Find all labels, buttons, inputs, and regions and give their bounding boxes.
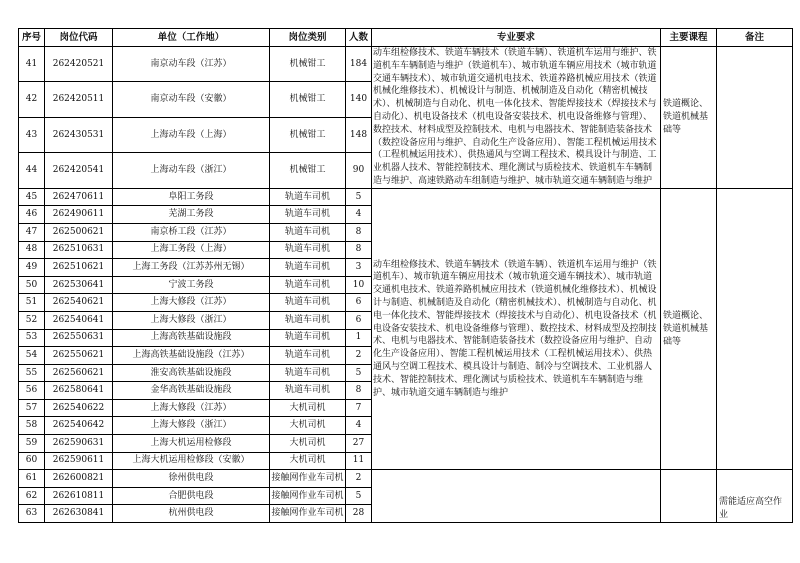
cell-code: 262510621: [45, 259, 113, 277]
cell-no: 50: [19, 276, 45, 294]
cell-count: 10: [346, 276, 372, 294]
cell-type: 大机司机: [270, 399, 346, 417]
cell-type: 轨道车司机: [270, 241, 346, 259]
cell-type: 接触网作业车司机: [270, 487, 346, 505]
cell-no: 57: [19, 399, 45, 417]
table-row: [19, 188, 793, 206]
cell-unit: 南京桥工段（江苏）: [113, 223, 270, 241]
cell-no: 60: [19, 452, 45, 470]
cell-no: 52: [19, 311, 45, 329]
cell-type: 大机司机: [270, 435, 346, 453]
recruitment-table: [18, 28, 793, 523]
cell-type: 大机司机: [270, 417, 346, 435]
cell-unit: 南京动车段（安徽）: [113, 82, 270, 117]
requirements-group-b: 动车组检修技术、铁道车辆技术（铁道车辆）、铁道机车运用与维护（铁道机车）、城市轨道车辆应用技术（城市轨道交通车辆技术）、城市轨道交通机电技术、铁道养路机械应用技术（铁道机械化维修技术）、机械设计与制造、机械制造及自动化（精密机械技术）、机械制造与自动化、机电一体化技术、智能焊接技术（焊接技术与自动化）、机电设备技术（机电设备安装技术、机电设备维修与管理）、数控技术、材料成型及控制技术、电机与电器技术、智能制造装备技术（数控设备应用与维护、自动化生产设备应用）、智能工程机械运用技术（工程机械运用技术）、供热通风与空调工程技术、模具设计与制造、制冷与空调技术、工业机器人技术、智能控制技术、理化测试与质检技术、铁道机车车辆制造与维护、城市轨道交通车辆制造与维护: [372, 188, 661, 470]
cell-no: 61: [19, 470, 45, 488]
cell-unit: 上海动车段（上海）: [113, 117, 270, 152]
header-row: [19, 29, 793, 47]
cell-type: 机械钳工: [270, 153, 346, 188]
cell-unit: 杭州供电段: [113, 505, 270, 523]
cell-code: 262550631: [45, 329, 113, 347]
cell-code: 262420511: [45, 82, 113, 117]
courses-group-b: 铁道概论、铁道机械基础等: [661, 188, 717, 470]
cell-unit: 上海大修段（浙江）: [113, 417, 270, 435]
cell-count: 4: [346, 206, 372, 224]
cell-count: 8: [346, 223, 372, 241]
header-code: 岗位代码: [45, 29, 113, 47]
cell-type: 接触网作业车司机: [270, 470, 346, 488]
cell-count: 5: [346, 188, 372, 206]
cell-count: 4: [346, 417, 372, 435]
cell-no: 43: [19, 117, 45, 152]
cell-count: 148: [346, 117, 372, 152]
cell-no: 56: [19, 382, 45, 400]
cell-no: 59: [19, 435, 45, 453]
cell-unit: 上海高铁基础设施段（江苏）: [113, 347, 270, 365]
cell-code: 262540642: [45, 417, 113, 435]
cell-count: 5: [346, 364, 372, 382]
cell-count: 7: [346, 399, 372, 417]
cell-count: 27: [346, 435, 372, 453]
cell-type: 轨道车司机: [270, 188, 346, 206]
cell-type: 大机司机: [270, 452, 346, 470]
cell-no: 42: [19, 82, 45, 117]
courses-group-a: 铁道概论、铁道机械基础等: [661, 47, 717, 189]
cell-type: 轨道车司机: [270, 294, 346, 312]
cell-unit: 上海大机运用检修段: [113, 435, 270, 453]
cell-no: 48: [19, 241, 45, 259]
cell-unit: 上海大修段（江苏）: [113, 294, 270, 312]
cell-unit: 芜湖工务段: [113, 206, 270, 224]
cell-code: 262470611: [45, 188, 113, 206]
cell-count: 3: [346, 259, 372, 277]
cell-code: 262600821: [45, 470, 113, 488]
cell-count: 11: [346, 452, 372, 470]
cell-type: 机械钳工: [270, 47, 346, 82]
cell-unit: 金华高铁基础设施段: [113, 382, 270, 400]
header-courses: 主要课程: [661, 29, 717, 47]
cell-unit: 合肥供电段: [113, 487, 270, 505]
header-unit: 单位（工作地）: [113, 29, 270, 47]
cell-no: 44: [19, 153, 45, 188]
cell-code: 262560621: [45, 364, 113, 382]
cell-count: 140: [346, 82, 372, 117]
cell-unit: 上海高铁基础设施段: [113, 329, 270, 347]
cell-type: 轨道车司机: [270, 364, 346, 382]
cell-no: 54: [19, 347, 45, 365]
table-row: [19, 470, 793, 488]
cell-unit: 上海动车段（浙江）: [113, 153, 270, 188]
cell-no: 49: [19, 259, 45, 277]
header-no: 序号: [19, 29, 45, 47]
cell-unit: 上海大修段（浙江）: [113, 311, 270, 329]
cell-no: 45: [19, 188, 45, 206]
cell-count: 5: [346, 487, 372, 505]
cell-type: 机械钳工: [270, 117, 346, 152]
cell-count: 28: [346, 505, 372, 523]
cell-code: 262420521: [45, 47, 113, 82]
cell-type: 轨道车司机: [270, 347, 346, 365]
cell-unit: 上海大修段（江苏）: [113, 399, 270, 417]
cell-count: 2: [346, 347, 372, 365]
cell-code: 262530641: [45, 276, 113, 294]
table-row: [19, 47, 793, 82]
cell-no: 62: [19, 487, 45, 505]
cell-unit: 阜阳工务段: [113, 188, 270, 206]
header-type: 岗位类别: [270, 29, 346, 47]
cell-code: 262500621: [45, 223, 113, 241]
cell-type: 轨道车司机: [270, 223, 346, 241]
cell-unit: 南京动车段（江苏）: [113, 47, 270, 82]
cell-code: 262550621: [45, 347, 113, 365]
cell-type: 轨道车司机: [270, 276, 346, 294]
cell-count: 90: [346, 153, 372, 188]
cell-no: 51: [19, 294, 45, 312]
cell-code: 262590631: [45, 435, 113, 453]
header-requirements: 专业要求: [372, 29, 661, 47]
cell-type: 轨道车司机: [270, 206, 346, 224]
notes-group-a: [717, 47, 793, 189]
cell-type: 机械钳工: [270, 82, 346, 117]
cell-count: 2: [346, 470, 372, 488]
cell-unit: 上海工务段（上海）: [113, 241, 270, 259]
cell-code: 262540621: [45, 294, 113, 312]
cell-code: 262540622: [45, 399, 113, 417]
cell-unit: 徐州供电段: [113, 470, 270, 488]
cell-unit: 宁波工务段: [113, 276, 270, 294]
requirements-group-a: 动车组检修技术、铁道车辆技术（铁道车辆）、铁道机车运用与维护、铁道机车车辆制造与维护（铁道机车）、城市轨道车辆应用技术（城市轨道交通车辆技术）、城市轨道交通机电技术、铁道养路机械应用技术（铁道机械化维修技术）、机械设计与制造、机械制造及自动化（精密机械技术）、机械制造与自动化、机电一体化技术、智能焊接技术（焊接技术与自动化）、机电设备技术（机电设备安装技术、机电设备维修与管理）、数控技术、材料成型及控制技术、电机与电器技术、智能制造装备技术（数控设备应用与维护、自动化生产设备应用）、智能工程机械运用技术（工程机械运用技术）、供热通风与空调工程技术、模具设计与制造、工业机器人技术、智能控制技术、理化测试与质检技术、铁道机车车辆制造与维护、高速铁路动车组制造与维护、城市轨道交通车辆制造与维护: [372, 47, 661, 189]
cell-unit: 淮安高铁基础设施段: [113, 364, 270, 382]
cell-count: 184: [346, 47, 372, 82]
cell-code: 262510631: [45, 241, 113, 259]
cell-type: 轨道车司机: [270, 382, 346, 400]
cell-count: 8: [346, 241, 372, 259]
cell-no: 47: [19, 223, 45, 241]
cell-count: 1: [346, 329, 372, 347]
cell-no: 55: [19, 364, 45, 382]
cell-code: 262430531: [45, 117, 113, 152]
cell-type: 轨道车司机: [270, 311, 346, 329]
cell-type: 轨道车司机: [270, 259, 346, 277]
cell-no: 63: [19, 505, 45, 523]
notes-group-b: [717, 188, 793, 470]
cell-code: 262580641: [45, 382, 113, 400]
cell-code: 262490611: [45, 206, 113, 224]
cell-no: 46: [19, 206, 45, 224]
cell-code: 262540641: [45, 311, 113, 329]
courses-group-c: [661, 470, 717, 523]
requirements-group-c: [372, 470, 661, 523]
cell-no: 58: [19, 417, 45, 435]
header-notes: 备注: [717, 29, 793, 47]
cell-count: 6: [346, 294, 372, 312]
notes-group-c: 需能适应高空作业: [717, 470, 793, 523]
cell-unit: 上海大机运用检修段（安徽）: [113, 452, 270, 470]
cell-code: 262420541: [45, 153, 113, 188]
header-count: 人数: [346, 29, 372, 47]
cell-unit: 上海工务段（江苏苏州无锡）: [113, 259, 270, 277]
cell-code: 262610811: [45, 487, 113, 505]
cell-type: 接触网作业车司机: [270, 505, 346, 523]
cell-count: 8: [346, 382, 372, 400]
cell-code: 262630841: [45, 505, 113, 523]
cell-no: 41: [19, 47, 45, 82]
cell-type: 轨道车司机: [270, 329, 346, 347]
cell-no: 53: [19, 329, 45, 347]
cell-code: 262590611: [45, 452, 113, 470]
cell-count: 6: [346, 311, 372, 329]
